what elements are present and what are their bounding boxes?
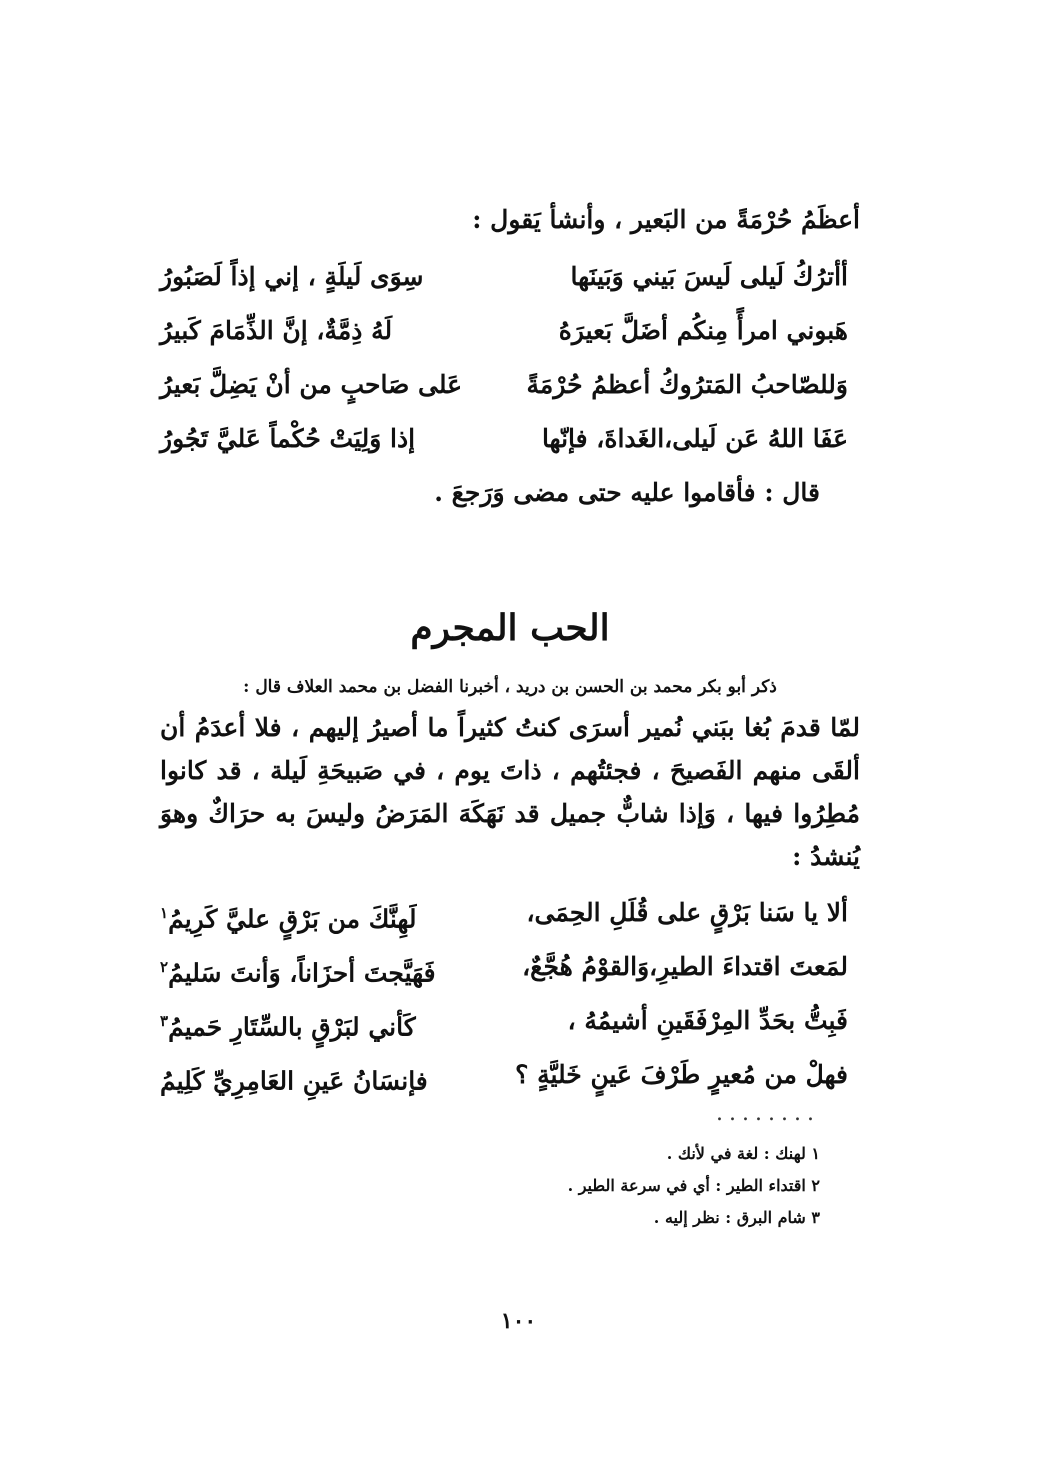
footnote: ٢ اقتداء الطير : أي في سرعة الطير . [567,1176,820,1195]
verse-second-hemistich [160,1048,428,1102]
verse-second-text: لَهِنَّكَ من بَرْقٍ عليَّ كَرِيمُ [168,904,417,934]
isnad-line: ذكر أبو بكر محمد بن الحسن بن دريد ، أخبرنا الفضل بن محمد العلاف قال : [243,677,777,697]
ellipsis-dots: ........ [716,1101,820,1126]
page-content [160,200,860,1234]
verse-second-hemistich: إذا وَلِيَتْ حُكْماً عَليَّ تَجُورُ [160,424,416,453]
verse [160,358,848,412]
verse [160,412,848,466]
verse-second-hemistich: لَهُ ذِمَّةٌ، إنَّ الذِّمَامَ كَبيرُ [160,316,393,345]
verse-first-hemistich: ألا يا سَنا بَرْقٍ على قُلَلِ الحِمَى، [526,898,848,927]
verse-first-hemistich: وَللصّاحبُ المَترُوكُ أعظمُ حُرْمَةً [526,370,848,399]
verse-second-text: فإنسَانُ عَينِ العَامِرِيِّ كَلِيمُ [160,1066,428,1096]
verse-first-hemistich: عَفَا اللهُ عَن لَيلى،الغَداةَ، فإنّها [541,424,848,453]
page-number: ١٠٠ [500,1308,537,1334]
verse [160,250,848,304]
prose-paragraph: لمّا قدمَ بُغا ببَني نُمير أسرَى كنتُ كثيراً ما أصيرُ إليهم ، فلا أعدَمُ أن ألقَى منهم الفَصيحَ ، فجئتُهم ، ذاتَ يوم ، في صَبيحَةِ لَيلة ، قد كانوا مُطِرُوا فيها ، وَإذا شابٌّ جميل قد نَهَكَهَ المَرَضُ وليسَ به حرَاكٌ وهوَ يُنشدُ : [160,713,860,871]
footnote: ٣ شام البرق : نظر إليه . [653,1208,820,1227]
verse-second-hemistich: سِوَى لَيلَةٍ ، إني إذاً لَصَبُورُ [160,262,424,291]
verse-second-hemistich [160,940,436,994]
verse-first-hemistich: أأترُكُ لَيلى لَيسَ بَيني وَبَينَها [570,262,848,291]
verse-second-text: كَأني لبَرْقٍ بالسِّتَارِ حَميمُ [168,1012,416,1042]
closing-line: قال : فأقاموا عليه حتى مضى وَرَجعَ . [434,478,820,507]
poem-1 [160,250,860,466]
verse-second-hemistich: عَلى صَاحبٍ من أنْ يَضِلَّ بَعيرُ [160,370,463,399]
intro-line: أعظَمُ حُرْمَةً من البَعير ، وأنشأ يَقول : [472,205,860,234]
footnote-marker: ٢ [160,958,169,976]
verse-first-hemistich: فهلْ من مُعيرٍ طَرْفَ عَينٍ خَليَّةٍ ؟ [515,1060,848,1089]
verse-second-hemistich [160,886,417,940]
verse [160,940,848,994]
footnote-marker: ٣ [160,1012,169,1030]
section-title: الحب المجرم [410,607,610,649]
verse [160,304,848,358]
verse-second-hemistich [160,994,416,1048]
verse-first-hemistich: هَبوني امرأً مِنكُم أضَلَّ بَعيرَهُ [558,316,848,345]
verse [160,1048,848,1102]
footnotes [160,1138,860,1234]
poem-2 [160,886,860,1102]
verse-first-hemistich: فَبِتُّ بحَدِّ المِرْفَقَينِ أشيمُهُ ، [567,1006,848,1035]
verse [160,886,848,940]
verse-first-hemistich: لمَعتَ اقتداءَ الطيرِ،وَالقوْمُ هُجَّعٌ، [522,952,848,981]
verse-second-text: فَهَيَّجتَ أحزَاناً، وَأنتَ سَليمُ [168,958,436,988]
verse [160,994,848,1048]
footnote-marker: ١ [160,904,169,922]
footnote: ١ لهنك : لغة في لأنك . [666,1144,820,1163]
